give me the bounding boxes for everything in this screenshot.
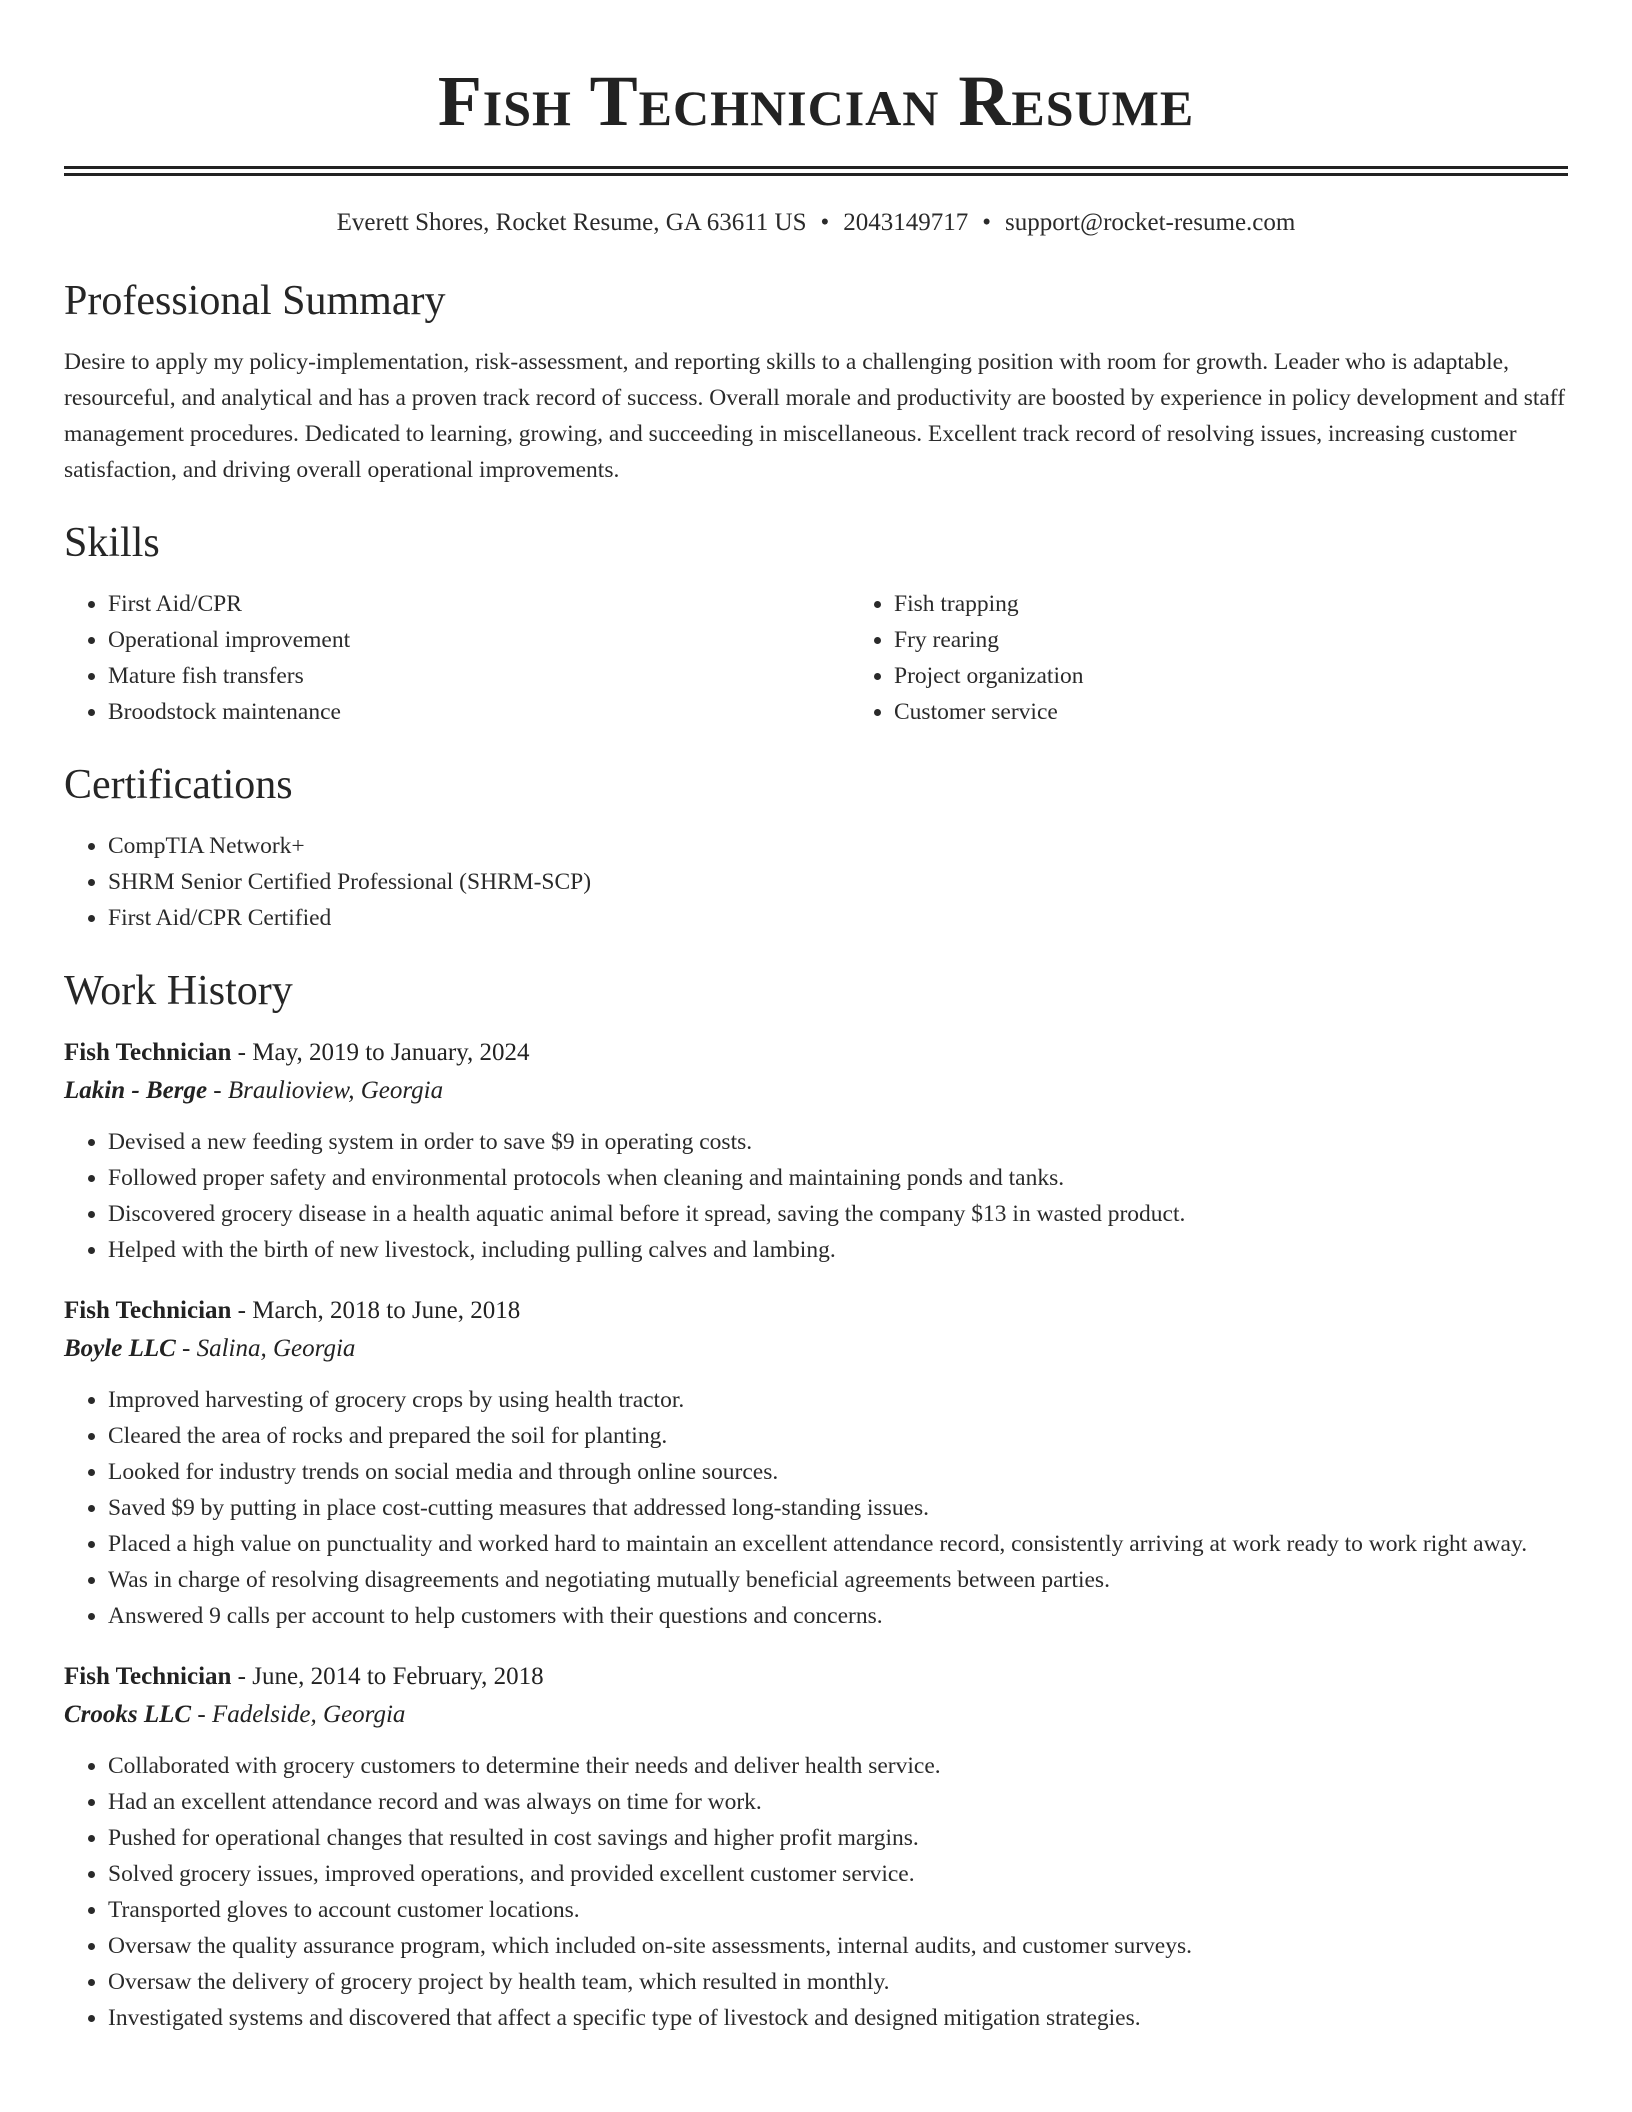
job-bullet: • Devised a new feeding system in order to save $9 in operating costs. <box>108 1124 1568 1160</box>
job-location: Fadelside, Georgia <box>211 1701 406 1728</box>
skill-item: • Operational improvement <box>108 622 850 658</box>
skills-list-right <box>850 586 1632 730</box>
contact-line <box>64 206 1568 240</box>
skills-section <box>64 518 1568 730</box>
resume-page <box>64 0 1568 2036</box>
job-bullet: • Answered 9 calls per account to help customers with their questions and concerns. <box>108 1598 1568 1634</box>
contact-address: Everett Shores, Rocket Resume, GA 63611 US <box>336 209 807 236</box>
contact-separator: • <box>982 209 992 236</box>
contact-email: support@rocket-resume.com <box>1005 209 1296 236</box>
skill-item: • First Aid/CPR <box>108 586 850 622</box>
job-location: Braulioview, Georgia <box>227 1077 444 1104</box>
contact-separator: • <box>820 209 830 236</box>
certification-item: • First Aid/CPR Certified <box>108 900 1568 936</box>
certifications-heading: Certifications <box>64 762 293 808</box>
certification-item: • CompTIA Network+ <box>108 828 1568 864</box>
skill-item: • Broodstock maintenance <box>108 694 850 730</box>
job-entry <box>64 1292 1568 1634</box>
skill-item: • Mature fish transfers <box>108 658 850 694</box>
certifications-section <box>64 760 1568 936</box>
job-dates: March, 2018 to June, 2018 <box>252 1297 521 1324</box>
job-bullets <box>64 1124 1568 1268</box>
job-header: Fish Technician - March, 2018 to June, 2018 <box>64 1297 521 1324</box>
resume-title: Fish Technician Resume <box>437 61 1195 141</box>
contact-phone: 2043149717 <box>843 209 969 236</box>
skill-item: • Fry rearing <box>894 622 1632 658</box>
job-bullet: • Was in charge of resolving disagreements and negotiating mutually beneficial agreements between parties. <box>108 1562 1568 1598</box>
job-bullet: • Investigated systems and discovered that affect a specific type of livestock and designed mitigation strategies. <box>108 2000 1568 2036</box>
job-bullet: • Pushed for operational changes that resulted in cost savings and higher profit margins. <box>108 1820 1568 1856</box>
job-header: Fish Technician - June, 2014 to February, 2018 <box>64 1663 544 1690</box>
job-company: Crooks LLC <box>64 1701 192 1728</box>
job-bullet: • Improved harvesting of grocery crops by using health tractor. <box>108 1382 1568 1418</box>
certifications-list <box>64 828 1568 936</box>
skill-item: • Customer service <box>894 694 1632 730</box>
summary-section <box>64 276 1568 488</box>
job-bullets <box>64 1382 1568 1634</box>
job-title: Fish Technician <box>64 1039 232 1066</box>
job-bullet: • Solved grocery issues, improved operations, and provided excellent customer service. <box>108 1856 1568 1892</box>
job-bullet: • Transported gloves to account customer locations. <box>108 1892 1568 1928</box>
title-double-rule <box>64 166 1568 176</box>
job-bullet: • Collaborated with grocery customers to determine their needs and deliver health service. <box>108 1748 1568 1784</box>
skills-list-left <box>64 586 850 730</box>
job-dates: May, 2019 to January, 2024 <box>252 1039 530 1066</box>
job-bullet: • Had an excellent attendance record and was always on time for work. <box>108 1784 1568 1820</box>
job-header: Fish Technician - May, 2019 to January, 2024 <box>64 1039 530 1066</box>
job-title: Fish Technician <box>64 1297 232 1324</box>
job-entry <box>64 1658 1568 2036</box>
job-title: Fish Technician <box>64 1663 232 1690</box>
job-bullet: • Cleared the area of rocks and prepared the soil for planting. <box>108 1418 1568 1454</box>
job-employer: Crooks LLC - Fadelside, Georgia <box>64 1701 406 1728</box>
job-bullet: • Followed proper safety and environmental protocols when cleaning and maintaining ponds and tanks. <box>108 1160 1568 1196</box>
job-bullets <box>64 1748 1568 2036</box>
job-employer: Lakin - Berge - Braulioview, Georgia <box>64 1077 444 1104</box>
job-company: Boyle LLC <box>64 1335 176 1362</box>
job-bullet: • Discovered grocery disease in a health aquatic animal before it spread, saving the company $13 in wasted product. <box>108 1196 1568 1232</box>
work-history-section <box>64 966 1568 2036</box>
job-dates: June, 2014 to February, 2018 <box>252 1663 544 1690</box>
job-bullet: • Placed a high value on punctuality and worked hard to maintain an excellent attendance record, consistently arriving at work ready to work right away. <box>108 1526 1568 1562</box>
work-history-heading: Work History <box>64 968 293 1014</box>
skills-heading: Skills <box>64 520 160 566</box>
job-bullet: • Oversaw the quality assurance program, which included on-site assessments, internal audits, and customer surveys. <box>108 1928 1568 1964</box>
job-bullet: • Helped with the birth of new livestock, including pulling calves and lambing. <box>108 1232 1568 1268</box>
job-location: Salina, Georgia <box>196 1335 356 1362</box>
certification-item: • SHRM Senior Certified Professional (SHRM-SCP) <box>108 864 1568 900</box>
job-company: Lakin - Berge <box>64 1077 208 1104</box>
job-employer: Boyle LLC - Salina, Georgia <box>64 1335 356 1362</box>
job-bullet: • Looked for industry trends on social media and through online sources. <box>108 1454 1568 1490</box>
job-bullet: • Oversaw the delivery of grocery project by health team, which resulted in monthly. <box>108 1964 1568 2000</box>
skill-item: • Fish trapping <box>894 586 1632 622</box>
job-bullet: • Saved $9 by putting in place cost-cutting measures that addressed long-standing issues. <box>108 1490 1568 1526</box>
skill-item: • Project organization <box>894 658 1632 694</box>
summary-heading: Professional Summary <box>64 278 446 324</box>
skills-columns <box>64 568 1568 730</box>
job-entry <box>64 1034 1568 1268</box>
summary-text: Desire to apply my policy-implementation, risk-assessment, and reporting skills to a challenging position with room for growth. Leader who is adaptable, resourceful, and analytical and has a proven track record of success. Overall morale and productivity are boosted by experience in policy development and staff management procedures. Dedicated to learning, growing, and succeeding in miscellaneous. Excellent track record of resolving issues, increasing customer satisfaction, and driving overall operational improvements. <box>64 349 1566 483</box>
